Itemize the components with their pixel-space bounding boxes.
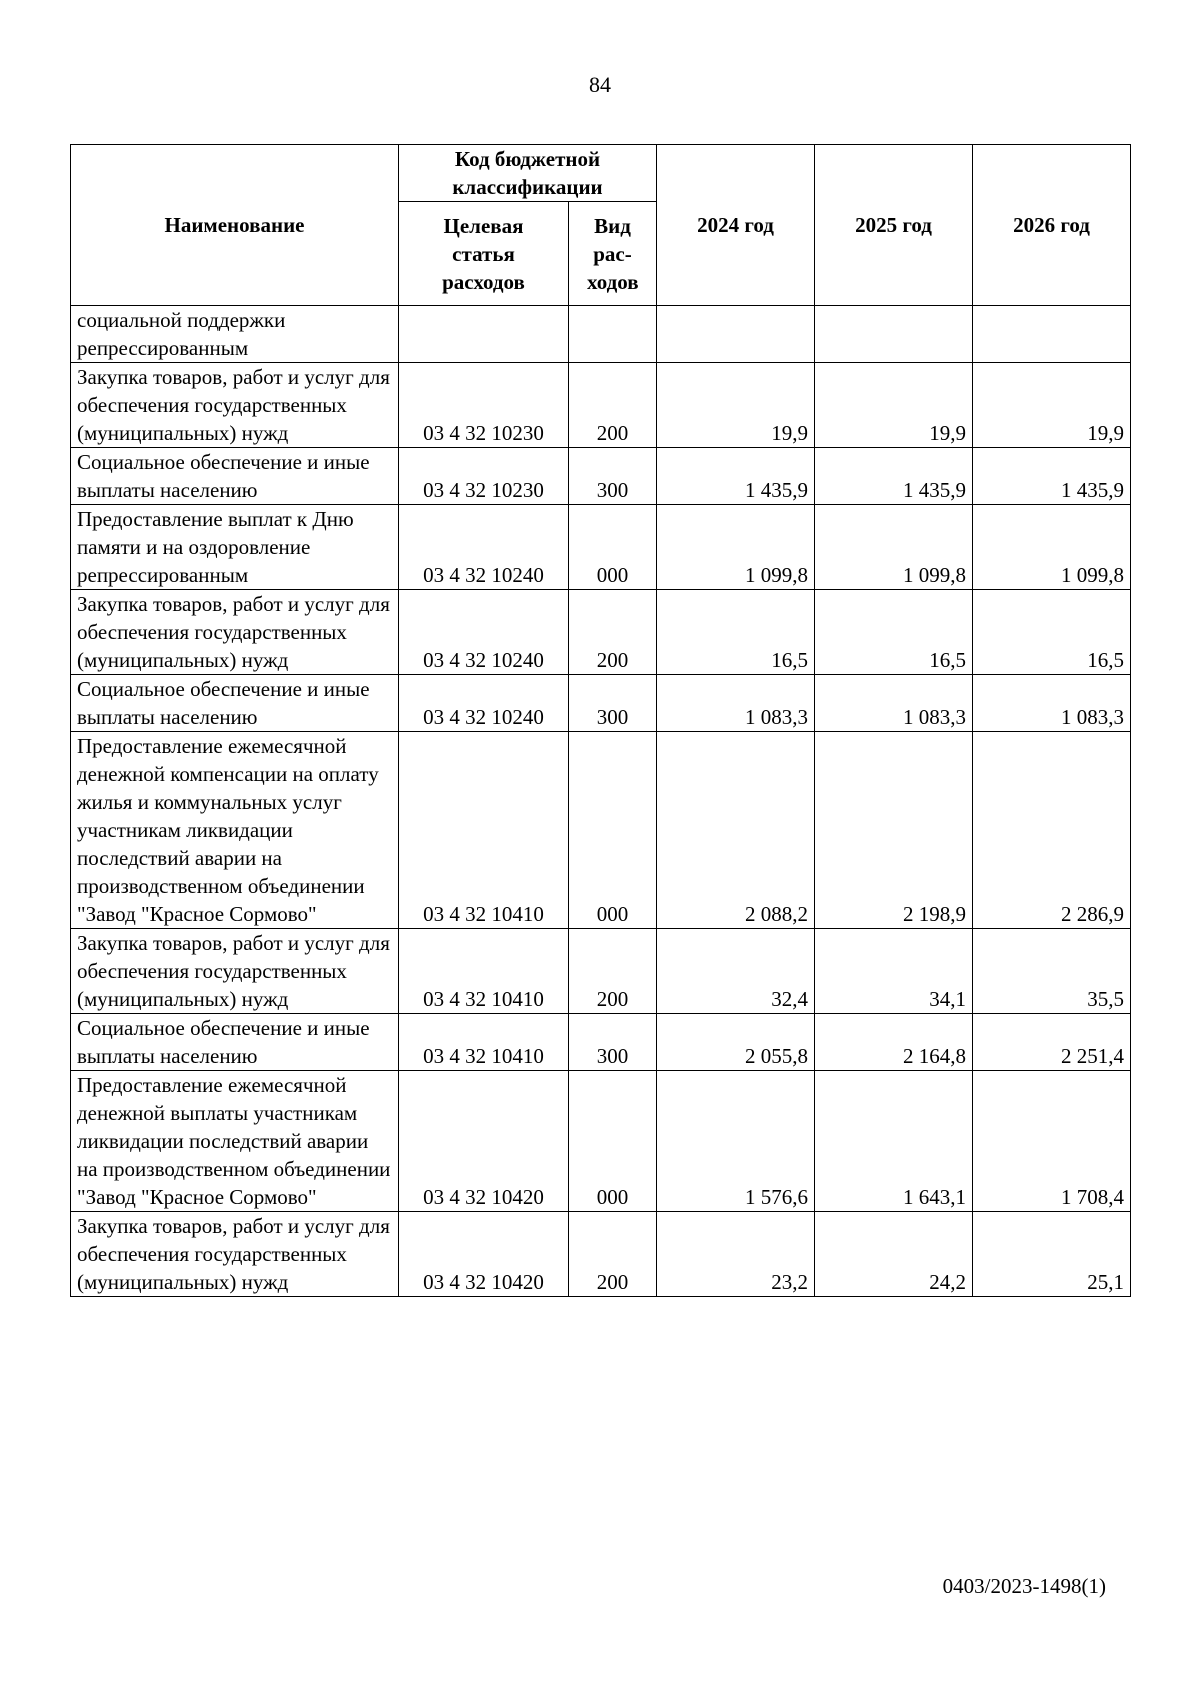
amount-2025-cell: 2 164,8 bbox=[815, 1014, 973, 1071]
amount-2025-cell bbox=[815, 306, 973, 363]
amount-2024-cell: 32,4 bbox=[657, 929, 815, 1014]
amount-2026-cell: 1 708,4 bbox=[973, 1071, 1131, 1212]
target-article-cell bbox=[399, 306, 569, 363]
target-article-cell: 03 4 32 10240 bbox=[399, 505, 569, 590]
table-row bbox=[71, 929, 1131, 1014]
amount-2024-cell: 1 083,3 bbox=[657, 675, 815, 732]
amount-2026-cell bbox=[973, 306, 1131, 363]
amount-2024-cell bbox=[657, 306, 815, 363]
row-name-cell: Социальное обеспечение и иные выплаты населению bbox=[71, 675, 399, 732]
header-year-2026: 2026 год bbox=[973, 145, 1131, 306]
table-row bbox=[71, 1071, 1131, 1212]
expense-type-cell bbox=[569, 306, 657, 363]
header-classification-group: Код бюджетной классификации bbox=[399, 145, 657, 202]
expense-type-cell: 200 bbox=[569, 1212, 657, 1297]
target-article-cell: 03 4 32 10410 bbox=[399, 732, 569, 929]
amount-2026-cell: 2 251,4 bbox=[973, 1014, 1131, 1071]
amount-2026-cell: 16,5 bbox=[973, 590, 1131, 675]
target-article-cell: 03 4 32 10230 bbox=[399, 448, 569, 505]
row-name-cell: социальной поддержки репрессированным bbox=[71, 306, 399, 363]
header-target-article: Целевая статья расходов bbox=[399, 202, 569, 306]
amount-2025-cell: 1 083,3 bbox=[815, 675, 973, 732]
amount-2024-cell: 1 099,8 bbox=[657, 505, 815, 590]
amount-2024-cell: 2 088,2 bbox=[657, 732, 815, 929]
amount-2025-cell: 19,9 bbox=[815, 363, 973, 448]
table-row bbox=[71, 306, 1131, 363]
amount-2026-cell: 1 083,3 bbox=[973, 675, 1131, 732]
page-number: 84 bbox=[589, 72, 611, 97]
table-row bbox=[71, 448, 1131, 505]
table-row bbox=[71, 675, 1131, 732]
row-name-cell: Предоставление ежемесячной денежной выплаты участникам ликвидации последствий аварии на производственном объединении "Завод "Красное Сормово" bbox=[71, 1071, 399, 1212]
amount-2025-cell: 16,5 bbox=[815, 590, 973, 675]
amount-2024-cell: 1 576,6 bbox=[657, 1071, 815, 1212]
amount-2026-cell: 25,1 bbox=[973, 1212, 1131, 1297]
expense-type-cell: 300 bbox=[569, 1014, 657, 1071]
target-article-cell: 03 4 32 10420 bbox=[399, 1071, 569, 1212]
amount-2026-cell: 1 099,8 bbox=[973, 505, 1131, 590]
amount-2024-cell: 2 055,8 bbox=[657, 1014, 815, 1071]
row-name-cell: Закупка товаров, работ и услуг для обеспечения государственных (муниципальных) нужд bbox=[71, 1212, 399, 1297]
table-row bbox=[71, 505, 1131, 590]
header-year-2025: 2025 год bbox=[815, 145, 973, 306]
amount-2025-cell: 1 643,1 bbox=[815, 1071, 973, 1212]
table-row bbox=[71, 1212, 1131, 1297]
target-article-cell: 03 4 32 10230 bbox=[399, 363, 569, 448]
expense-type-cell: 300 bbox=[569, 675, 657, 732]
table-row bbox=[71, 732, 1131, 929]
amount-2024-cell: 1 435,9 bbox=[657, 448, 815, 505]
expense-type-cell: 200 bbox=[569, 929, 657, 1014]
amount-2024-cell: 19,9 bbox=[657, 363, 815, 448]
target-article-cell: 03 4 32 10420 bbox=[399, 1212, 569, 1297]
expense-type-cell: 000 bbox=[569, 732, 657, 929]
row-name-cell: Закупка товаров, работ и услуг для обеспечения государственных (муниципальных) нужд bbox=[71, 590, 399, 675]
amount-2024-cell: 23,2 bbox=[657, 1212, 815, 1297]
table-row bbox=[71, 590, 1131, 675]
table-row bbox=[71, 363, 1131, 448]
target-article-cell: 03 4 32 10240 bbox=[399, 675, 569, 732]
target-article-cell: 03 4 32 10240 bbox=[399, 590, 569, 675]
expense-type-cell: 300 bbox=[569, 448, 657, 505]
header-name: Наименование bbox=[71, 145, 399, 306]
budget-table bbox=[70, 144, 1131, 1297]
row-name-cell: Социальное обеспечение и иные выплаты населению bbox=[71, 1014, 399, 1071]
header-year-2024: 2024 год bbox=[657, 145, 815, 306]
target-article-cell: 03 4 32 10410 bbox=[399, 1014, 569, 1071]
table-row bbox=[71, 1014, 1131, 1071]
amount-2026-cell: 2 286,9 bbox=[973, 732, 1131, 929]
header-expense-type: Вид рас- ходов bbox=[569, 202, 657, 306]
row-name-cell: Социальное обеспечение и иные выплаты населению bbox=[71, 448, 399, 505]
expense-type-cell: 200 bbox=[569, 590, 657, 675]
table-header bbox=[71, 145, 1131, 306]
expense-type-cell: 000 bbox=[569, 1071, 657, 1212]
expense-type-cell: 000 bbox=[569, 505, 657, 590]
row-name-cell: Закупка товаров, работ и услуг для обеспечения государственных (муниципальных) нужд bbox=[71, 929, 399, 1014]
amount-2025-cell: 34,1 bbox=[815, 929, 973, 1014]
amount-2026-cell: 1 435,9 bbox=[973, 448, 1131, 505]
amount-2025-cell: 2 198,9 bbox=[815, 732, 973, 929]
amount-2025-cell: 1 435,9 bbox=[815, 448, 973, 505]
amount-2026-cell: 35,5 bbox=[973, 929, 1131, 1014]
amount-2025-cell: 1 099,8 bbox=[815, 505, 973, 590]
row-name-cell: Закупка товаров, работ и услуг для обеспечения государственных (муниципальных) нужд bbox=[71, 363, 399, 448]
amount-2026-cell: 19,9 bbox=[973, 363, 1131, 448]
document-code: 0403/2023-1498(1) bbox=[942, 1574, 1106, 1598]
table-body bbox=[71, 306, 1131, 1297]
row-name-cell: Предоставление ежемесячной денежной компенсации на оплату жилья и коммунальных услуг участникам ликвидации последствий аварии на производственном объединении "Завод "Красное Сормово" bbox=[71, 732, 399, 929]
expense-type-cell: 200 bbox=[569, 363, 657, 448]
amount-2024-cell: 16,5 bbox=[657, 590, 815, 675]
row-name-cell: Предоставление выплат к Дню памяти и на оздоровление репрессированным bbox=[71, 505, 399, 590]
target-article-cell: 03 4 32 10410 bbox=[399, 929, 569, 1014]
amount-2025-cell: 24,2 bbox=[815, 1212, 973, 1297]
